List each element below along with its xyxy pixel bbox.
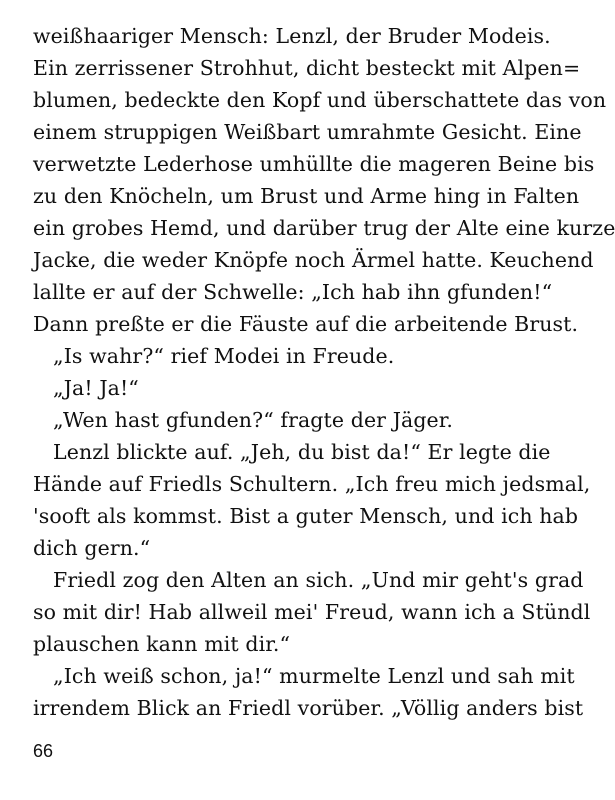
text-line: einem struppigen Weißbart umrahmte Gesicht. Eine [33,120,582,144]
text-line: verwetzte Lederhose umhüllte die mageren Beine bis [33,152,595,176]
text-line: 'sooft als kommst. Bist a guter Mensch, und ich hab [33,504,579,528]
text-line: dich gern.“ [33,536,151,560]
text-line: weißhaariger Mensch: Lenzl, der Bruder Modeis. [33,24,551,48]
text-line: Lenzl blickte auf. „Jeh, du bist da!“ Er legte die [53,440,551,464]
text-line: irrendem Blick an Friedl vorüber. „Völlig anders bist [33,696,584,720]
text-line: Friedl zog den Alten an sich. „Und mir geht's grad [53,568,584,592]
text-line: „Ich weiß schon, ja!“ murmelte Lenzl und sah mit [53,664,575,688]
page-number: 66 [33,741,54,761]
text-line: lallte er auf der Schwelle: „Ich hab ihn gfunden!“ [33,280,553,304]
text-line: „Is wahr?“ rief Modei in Freude. [53,344,395,368]
text-line: ein grobes Hemd, und darüber trug der Alte eine kurze [33,216,615,240]
text-line: zu den Knöcheln, um Brust und Arme hing in Falten [33,184,580,208]
text-line: „Ja! Ja!“ [53,376,139,400]
text-line: so mit dir! Hab allweil mei' Freud, wann ich a Stündl [33,600,591,624]
text-line: Jacke, die weder Knöpfe noch Ärmel hatte. Keuchend [33,248,594,272]
text-line: plauschen kann mit dir.“ [33,632,291,656]
text-line: Ein zerrissener Strohhut, dicht besteckt mit Alpen= [33,56,581,80]
text-line: Hände auf Friedls Schultern. „Ich freu mich jedsmal, [33,472,591,496]
text-line: „Wen hast gfunden?“ fragte der Jäger. [53,408,454,432]
text-line: blumen, bedeckte den Kopf und überschattete das von [33,88,607,112]
text-line: Dann preßte er die Fäuste auf die arbeitende Brust. [33,312,579,336]
